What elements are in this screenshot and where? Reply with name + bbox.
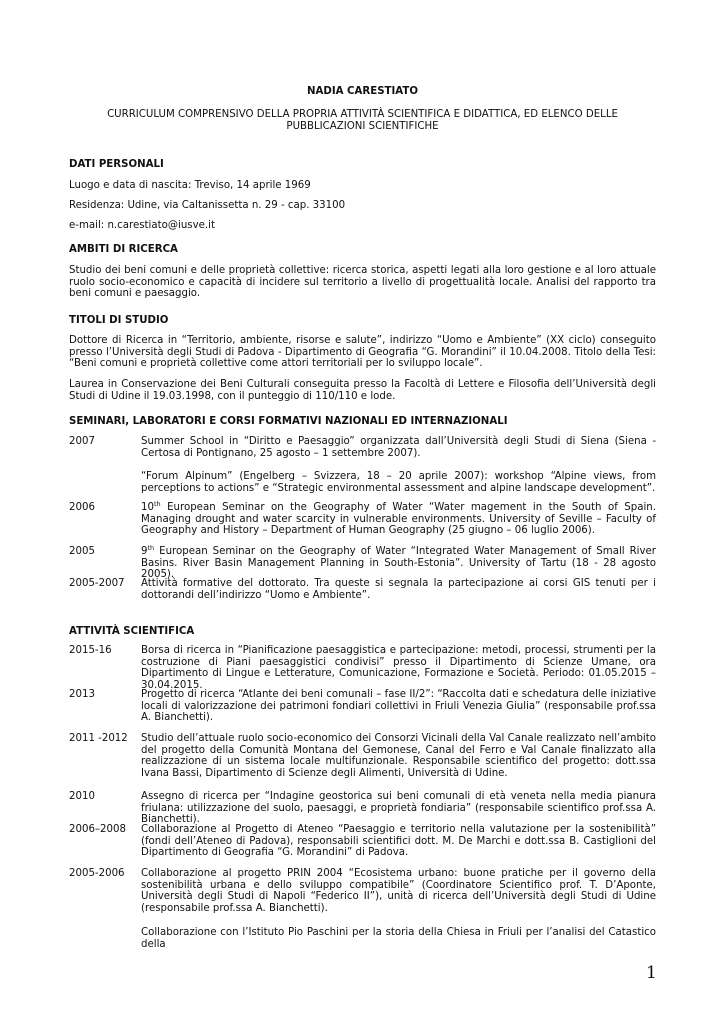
entry-text: Attività formative del dottorato. Tra queste si segnala la partecipazione ai corsi GIS tenuti per i dottorandi dell’indirizzo “Uomo e Ambiente”. <box>141 578 656 601</box>
entry-body: European Seminar on the Geography of Water “Integrated Water Management of Small River Basins. River Basin Management Planning in South-Estonia”. University of Tartu (18 - 28 agosto 2005). <box>141 546 656 581</box>
entry-text: Borsa di ricerca in “Pianificazione paesaggistica e partecipazione: metodi, processi, strumenti per la costruzione di Piani paesaggistici condivisi” presso il Dipartimento di Scienze Umane, ora Dipartimento di Lingue e Letterature, Comunicazione, Formazione e Società. Periodo: 01.05.2015 – 30.04.2015. <box>141 645 656 691</box>
page-number: 1 <box>646 963 657 983</box>
entry-text: Summer School in “Diritto e Paesaggio” organizzata dall’Università degli Studi di Siena (Siena - Certosa di Pontignano, 25 agosto – 1 settembre 2007). <box>141 436 656 459</box>
entry-year: 2005-2007 <box>69 578 125 589</box>
entry-text: Collaborazione al progetto PRIN 2004 “Ecosistema urbano: buone pratiche per il governo della sostenibilità urbana e dello sviluppo compatibile” (Coordinatore Scientifico prof. T. D’Aponte, Università degli Studi di Napoli “Federico II”), unità di ricerca dell’Università degli Studi di Udine (responsabile prof.ssa A. Bianchetti). <box>141 868 656 914</box>
phd-paragraph: Dottore di Ricerca in “Territorio, ambiente, risorse e salute”, indirizzo “Uomo e Ambiente” (XX ciclo) conseguito presso l’Università degli Studi di Padova - Dipartimento di Geografia “G. Morandini” il 10.04.2008. Titolo della Tesi: “Beni comuni e proprietà collettive come attori territoriali per lo sviluppo locale”. <box>69 335 656 370</box>
entry-text: Collaborazione con l’Istituto Pio Paschini per la storia della Chiesa in Friuli per l’analisi del Catastico della <box>141 927 656 950</box>
entry-year: 2006 <box>69 502 95 513</box>
ordinal-number: 9 <box>141 546 148 557</box>
entry-year: 2005 <box>69 546 95 557</box>
entry-year: 2006–2008 <box>69 824 126 835</box>
section-heading-activity: ATTIVITÀ SCIENTIFICA <box>69 626 195 637</box>
entry-text <box>141 546 656 581</box>
ordinal-number: 10 <box>141 502 154 513</box>
entry-year: 2011 -2012 <box>69 733 128 744</box>
entry-year: 2010 <box>69 791 95 802</box>
entry-text: Assegno di ricerca per “Indagine geostorica sui beni comunali di età veneta nella media pianura friulana: utilizzazione del suolo, paesaggi, e proprietà fondiaria” (responsabile scientifico prof.ssa A. Bianchetti). <box>141 791 656 826</box>
degree-paragraph: Laurea in Conservazione dei Beni Culturali conseguita presso la Facoltà di Lettere e Filosofia dell’Università degli Studi di Udine il 19.03.1998, con il punteggio di 110/110 e lode. <box>69 379 656 402</box>
author-name: NADIA CARESTIATO <box>306 86 419 97</box>
document-title: CURRICULUM COMPRENSIVO DELLA PROPRIA ATTIVITÀ SCIENTIFICA E DIDATTICA, ED ELENCO DELLE PUBBLICAZIONI SCIENTIFICHE <box>107 109 618 132</box>
ordinal-suffix: th <box>153 500 161 508</box>
entry-year: 2007 <box>69 436 95 447</box>
section-heading-seminars: SEMINARI, LABORATORI E CORSI FORMATIVI NAZIONALI ED INTERNAZIONALI <box>69 416 508 427</box>
research-paragraph: Studio dei beni comuni e delle proprietà collettive: ricerca storica, aspetti legati alla loro gestione e al loro attuale ruolo socio-economico e capacità di incidere sul territorio a livello di progettualità locale. Analisi del rapporto tra beni comuni e paesaggio. <box>69 265 656 300</box>
entry-year: 2015-16 <box>69 645 112 656</box>
section-heading-personal: DATI PERSONALI <box>69 159 164 170</box>
entry-body: European Seminar on the Geography of Water “Water magement in the South of Spain. Managing drought and water scarcity in vulnerable environments. University of Seville – Faculty of Geography and History – Department of Human Geography (25 giugno – 06 luglio 2006). <box>141 502 656 537</box>
ordinal-suffix: th <box>147 544 155 552</box>
entry-year: 2013 <box>69 689 95 700</box>
email-info: e-mail: n.carestiato@iusve.it <box>69 220 215 231</box>
birth-info: Luogo e data di nascita: Treviso, 14 aprile 1969 <box>69 180 311 191</box>
entry-text: Progetto di ricerca “Atlante dei beni comunali – fase II/2”: “Raccolta dati e schedatura delle iniziative locali di valorizzazione dei patrimoni fondiari collettivi in Friuli Venezia Giulia” (responsabile prof.ssa A. Bianchetti). <box>141 689 656 724</box>
entry-text: “Forum Alpinum” (Engelberg – Svizzera, 18 – 20 aprile 2007): workshop “Alpine views, from perceptions to actions” e “Strategic environmental assessment and alpine landscape development”. <box>141 471 656 494</box>
entry-text: Collaborazione al Progetto di Ateneo “Paesaggio e territorio nella valutazione per la sostenibilità” (fondi dell’Ateneo di Padova), responsabili scientifici dott. M. De Marchi e dott.ssa B. Castiglioni del Dipartimento di Geografia “G. Morandini” di Padova. <box>141 824 656 859</box>
residence-info: Residenza: Udine, via Caltanissetta n. 29 - cap. 33100 <box>69 200 346 211</box>
entry-text <box>141 502 656 537</box>
section-heading-research: AMBITI DI RICERCA <box>69 244 178 255</box>
section-heading-studies: TITOLI DI STUDIO <box>69 315 169 326</box>
entry-text: Studio dell’attuale ruolo socio-economico dei Consorzi Vicinali della Val Canale realizzato nell’ambito del progetto della Comunità Montana del Gemonese, Canal del Ferro e Val Canale finalizzato alla realizzazione di un sistema locale multifunzionale. Responsabile scientifico del progetto: dott.ssa Ivana Bassi, Dipartimento di Scienze degli Alimenti, Università di Udine. <box>141 733 656 779</box>
entry-year: 2005-2006 <box>69 868 125 879</box>
